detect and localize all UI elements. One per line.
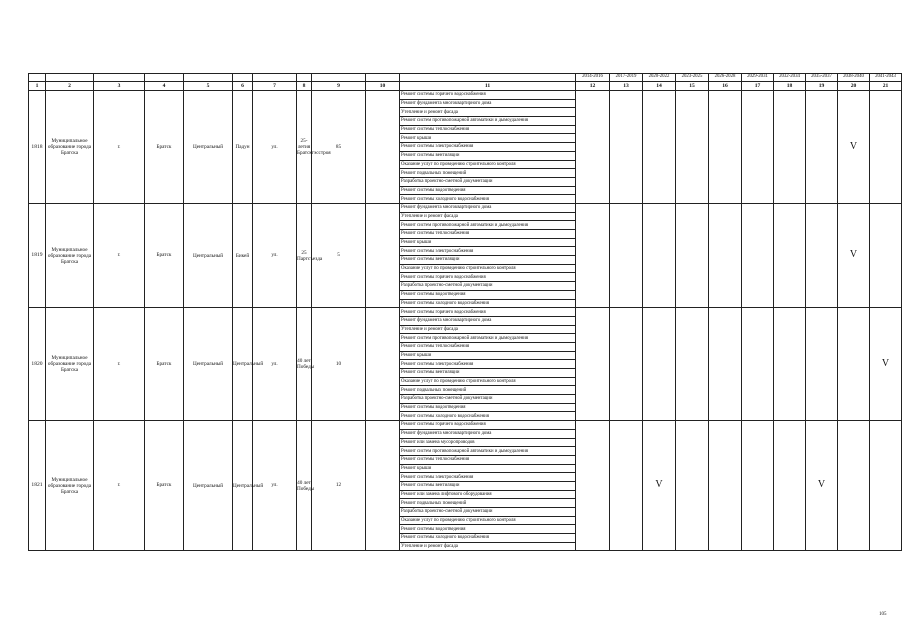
city-cell: Братск	[145, 308, 184, 421]
period-cell	[576, 421, 610, 551]
period-mark: V	[806, 421, 838, 551]
year-header: 2020-2022	[643, 74, 676, 82]
work-item: Ремонт системы вентиляции	[400, 151, 576, 160]
work-item: Ремонт или замена мусоропроводов	[400, 438, 576, 447]
house-number-cell: 5	[312, 203, 366, 307]
year-header: 2026-2028	[709, 74, 742, 82]
period-cell	[870, 421, 902, 551]
period-cell	[742, 91, 774, 204]
work-item: Ремонт системы электроснабжения	[400, 473, 576, 482]
column-numbers-row	[29, 82, 902, 91]
column-number: 10	[366, 82, 400, 91]
work-item: Ремонт крыши	[400, 351, 576, 360]
period-cell	[806, 91, 838, 204]
year-header: 2014-2016	[576, 74, 610, 82]
city-cell: Братск	[145, 203, 184, 307]
capital-repair-schedule	[28, 73, 896, 551]
district-cell: Центральный	[184, 91, 233, 204]
work-item: Утепление и ремонт фасада	[400, 325, 576, 334]
period-cell	[774, 308, 806, 421]
work-item: Ремонт системы горячего водоснабжения	[400, 308, 576, 317]
work-item: Ремонт системы теплоснабжения	[400, 230, 576, 239]
work-item: Ремонт системы теплоснабжения	[400, 342, 576, 351]
street-type-cell: ул.	[253, 308, 297, 421]
schedule-table	[28, 73, 902, 551]
work-item: Ремонт системы теплоснабжения	[400, 125, 576, 134]
street-cell: 40 лет Победы	[297, 421, 312, 551]
period-mark: V	[643, 421, 676, 551]
period-cell	[643, 203, 676, 307]
period-cell	[610, 308, 643, 421]
column-number: 12	[576, 82, 610, 91]
district-cell: Центральный	[184, 308, 233, 421]
microdistrict-cell: Центральный	[233, 421, 253, 551]
work-item: Ремонт системы холодного водоснабжения	[400, 299, 576, 308]
period-cell	[576, 203, 610, 307]
column-number: 13	[610, 82, 643, 91]
period-cell	[676, 91, 709, 204]
column-number: 14	[643, 82, 676, 91]
work-item: Оказание услуг по проведению строительного контроля	[400, 377, 576, 386]
period-cell	[709, 91, 742, 204]
work-item: Ремонт систем противопожарной автоматики и дымоудаления	[400, 447, 576, 456]
district-cell: Центральный	[184, 421, 233, 551]
column-number: 2	[46, 82, 94, 91]
street-type-cell: ул.	[253, 203, 297, 307]
column-number: 3	[94, 82, 145, 91]
work-item: Оказание услуг по проведению строительного контроля	[400, 160, 576, 169]
work-item: Ремонт подвальных помещений	[400, 386, 576, 395]
years-header-row	[29, 74, 902, 82]
work-item: Ремонт крыши	[400, 238, 576, 247]
work-item: Ремонт системы водоотведения	[400, 186, 576, 195]
city-cell: Братск	[145, 91, 184, 204]
street-type-cell: ул.	[253, 421, 297, 551]
period-cell	[742, 308, 774, 421]
microdistrict-cell: Бикей	[233, 203, 253, 307]
period-mark: V	[870, 308, 902, 421]
work-item: Ремонт системы электроснабжения	[400, 360, 576, 369]
year-header: 2032-2034	[774, 74, 806, 82]
work-item: Ремонт систем противопожарной автоматики и дымоудаления	[400, 117, 576, 126]
work-item: Разработка проектно-сметной документации	[400, 282, 576, 291]
work-item: Ремонт системы горячего водоснабжения	[400, 273, 576, 282]
record-id: 1818	[29, 91, 46, 204]
column-number: 18	[774, 82, 806, 91]
column-number: 20	[838, 82, 870, 91]
table-row	[29, 91, 902, 100]
table-row	[29, 308, 902, 317]
column-number: 9	[312, 82, 366, 91]
period-cell	[576, 308, 610, 421]
period-cell	[806, 203, 838, 307]
column-number: 21	[870, 82, 902, 91]
year-header: 2041-2043	[870, 74, 902, 82]
empty-cell	[366, 91, 400, 204]
city-cell: Братск	[145, 421, 184, 551]
work-item: Ремонт системы вентиляции	[400, 481, 576, 490]
work-item: Оказание услуг по проведению строительного контроля	[400, 516, 576, 525]
work-item: Ремонт системы горячего водоснабжения	[400, 421, 576, 430]
page-number: 105	[879, 612, 887, 617]
work-item: Ремонт фундамента многоквартирного дома	[400, 429, 576, 438]
period-cell	[774, 91, 806, 204]
period-mark: V	[838, 91, 870, 204]
period-cell	[610, 203, 643, 307]
settlement-type-cell: г.	[94, 91, 145, 204]
work-item: Ремонт систем противопожарной автоматики и дымоудаления	[400, 221, 576, 230]
work-item: Ремонт фундамента многоквартирного дома	[400, 99, 576, 108]
municipality-cell: Муниципальное образование города Братска	[46, 308, 94, 421]
period-cell	[742, 203, 774, 307]
work-item: Ремонт системы теплоснабжения	[400, 455, 576, 464]
period-cell	[643, 308, 676, 421]
period-cell	[742, 421, 774, 551]
work-item: Ремонт системы вентиляции	[400, 256, 576, 265]
work-item: Ремонт или замена лифтового оборудования	[400, 490, 576, 499]
work-item: Ремонт фундамента многоквартирного дома	[400, 316, 576, 325]
period-cell	[838, 421, 870, 551]
empty-cell	[366, 421, 400, 551]
column-number: 7	[253, 82, 297, 91]
work-item: Разработка проектно-сметной документации	[400, 177, 576, 186]
microdistrict-cell: Падун	[233, 91, 253, 204]
record-id: 1819	[29, 203, 46, 307]
period-cell	[576, 91, 610, 204]
period-cell	[838, 308, 870, 421]
work-item: Ремонт подвальных помещений	[400, 169, 576, 178]
column-number: 4	[145, 82, 184, 91]
period-cell	[709, 308, 742, 421]
work-item: Ремонт систем противопожарной автоматики и дымоудаления	[400, 334, 576, 343]
house-number-cell: 10	[312, 308, 366, 421]
settlement-type-cell: г.	[94, 203, 145, 307]
year-header: 2023-2025	[676, 74, 709, 82]
column-number: 17	[742, 82, 774, 91]
period-mark: V	[838, 203, 870, 307]
period-cell	[870, 203, 902, 307]
period-cell	[709, 421, 742, 551]
column-number: 16	[709, 82, 742, 91]
work-item: Разработка проектно-сметной документации	[400, 395, 576, 404]
period-cell	[676, 203, 709, 307]
table-row	[29, 203, 902, 212]
column-number: 1	[29, 82, 46, 91]
settlement-type-cell: г.	[94, 308, 145, 421]
work-item: Ремонт системы холодного водоснабжения	[400, 534, 576, 543]
period-cell	[676, 421, 709, 551]
work-item: Утепление и ремонт фасада	[400, 542, 576, 551]
work-item: Ремонт системы горячего водоснабжения	[400, 91, 576, 100]
year-header: 2038-2040	[838, 74, 870, 82]
work-item: Ремонт системы холодного водоснабжения	[400, 195, 576, 204]
period-cell	[610, 91, 643, 204]
work-item: Утепление и ремонт фасада	[400, 108, 576, 117]
column-number: 8	[297, 82, 312, 91]
column-number: 5	[184, 82, 233, 91]
column-number: 11	[400, 82, 576, 91]
period-cell	[709, 203, 742, 307]
column-number: 19	[806, 82, 838, 91]
work-item: Ремонт системы водоотведения	[400, 525, 576, 534]
street-cell: 25-летия Братскгэсстроя	[297, 91, 312, 204]
municipality-cell: Муниципальное образование города Братска	[46, 203, 94, 307]
municipality-cell: Муниципальное образование города Братска	[46, 421, 94, 551]
period-cell	[870, 91, 902, 204]
period-cell	[774, 203, 806, 307]
record-id: 1821	[29, 421, 46, 551]
district-cell: Центральный	[184, 203, 233, 307]
house-number-cell: 85	[312, 91, 366, 204]
work-item: Разработка проектно-сметной документации	[400, 508, 576, 517]
year-header: 2035-2037	[806, 74, 838, 82]
work-item: Утепление и ремонт фасада	[400, 212, 576, 221]
municipality-cell: Муниципальное образование города Братска	[46, 91, 94, 204]
microdistrict-cell: Центральный	[233, 308, 253, 421]
house-number-cell: 12	[312, 421, 366, 551]
empty-cell	[366, 203, 400, 307]
period-cell	[643, 91, 676, 204]
work-item: Ремонт системы вентиляции	[400, 369, 576, 378]
record-id: 1820	[29, 308, 46, 421]
period-cell	[774, 421, 806, 551]
period-cell	[610, 421, 643, 551]
work-item: Ремонт крыши	[400, 464, 576, 473]
work-item: Ремонт подвальных помещений	[400, 499, 576, 508]
work-item: Оказание услуг по проведению строительного контроля	[400, 264, 576, 273]
column-number: 6	[233, 82, 253, 91]
work-item: Ремонт системы электроснабжения	[400, 143, 576, 152]
settlement-type-cell: г.	[94, 421, 145, 551]
street-cell: 25 Партсъезда	[297, 203, 312, 307]
work-item: Ремонт фундамента многоквартирного дома	[400, 203, 576, 212]
empty-cell	[366, 308, 400, 421]
work-item: Ремонт крыши	[400, 134, 576, 143]
year-header: 2029-2031	[742, 74, 774, 82]
work-item: Ремонт системы водоотведения	[400, 290, 576, 299]
period-cell	[676, 308, 709, 421]
work-item: Ремонт системы водоотведения	[400, 403, 576, 412]
work-item: Ремонт системы электроснабжения	[400, 247, 576, 256]
table-row	[29, 421, 902, 430]
year-header: 2017-2019	[610, 74, 643, 82]
column-number: 15	[676, 82, 709, 91]
period-cell	[806, 308, 838, 421]
work-item: Ремонт системы холодного водоснабжения	[400, 412, 576, 421]
street-cell: 40 лет Победы	[297, 308, 312, 421]
street-type-cell: ул.	[253, 91, 297, 204]
